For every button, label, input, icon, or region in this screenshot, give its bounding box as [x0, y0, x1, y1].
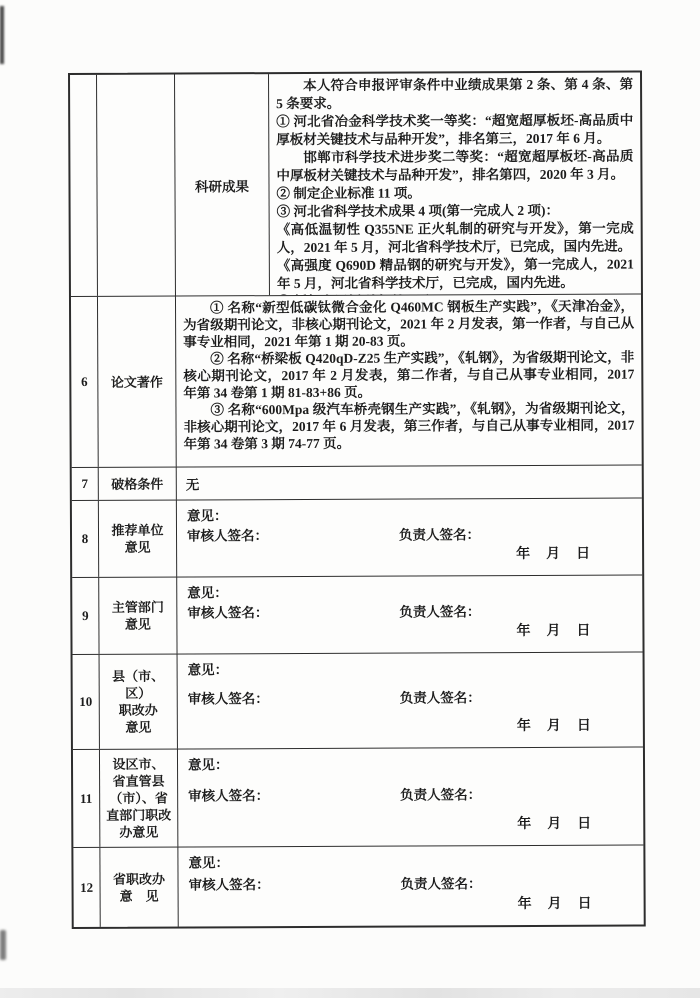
- fuzeren-label: 负责人签名：: [399, 604, 481, 620]
- month-label: 月: [546, 718, 561, 734]
- lunwen-paragraph: ③ 名称“600Mpa 级汽车桥壳钢生产实践”，《轧钢》，为省级期刊论文，非核心期刊论文，2017 年 6 月发表，第三作者，与自己从事专业相同，2017 年第 34 卷第 3 期 74-77 页。: [183, 400, 635, 452]
- row-poge-tiaojian: [72, 465, 642, 500]
- keyan-paragraph: ③ 河北省科学技术成果 4 项(第一完成人 2 项)：: [276, 202, 560, 220]
- keyan-sublabel: 科研成果: [174, 74, 269, 295]
- fuzeren-label: 负责人签名：: [400, 875, 482, 892]
- month-label: 月: [547, 896, 562, 912]
- shenheren-label: 审核人签名：: [187, 691, 269, 707]
- shenheren-label: 审核人签名：: [188, 787, 270, 803]
- row-label-cell-empty: [96, 75, 175, 296]
- year-label: 年: [517, 816, 532, 833]
- shenheren-label: 审核人签名：: [187, 605, 269, 621]
- opinion-label: 省职改办 意 见: [99, 848, 177, 927]
- date-line: [187, 543, 632, 565]
- row-number: 10: [79, 693, 93, 709]
- year-label: 年: [516, 718, 531, 735]
- poge-label: 破格条件: [98, 468, 176, 500]
- opinion-label: 推荐单位 意见: [98, 501, 176, 577]
- row-opinion-tuijian-danwei: [72, 498, 642, 577]
- lunwen-paragraph: ① 名称“新型低碳钛微合金化 Q460MC 钢板生产实践”，《天津冶金》，为省级期刊论文，非核心期刊论文，2021 年 2 月发表，第一作者，与自己从事专业相同，2021 年第 1 期 20-83 页。: [183, 298, 635, 350]
- opinion-content: [177, 845, 643, 926]
- yijian-label: 意见：: [188, 855, 229, 871]
- yijian-label: 意见：: [187, 757, 229, 773]
- keyan-paragraph: ① 河北省冶金科学技术奖一等奖：“超宽超厚板坯-高品质中厚板材关键技术与品种开发”，排名第三，2017 年 6 月。: [276, 112, 634, 148]
- day-label: 日: [576, 718, 591, 734]
- yijian-label: 意见：: [187, 662, 229, 678]
- fuzeren-label: 负责人签名：: [399, 690, 481, 706]
- scan-edge-artifact-mid: [0, 930, 6, 960]
- keyan-paragraph: 邯郸市科学技术进步奖二等奖：“超宽超厚板坯-高品质中厚板材关键技术与品种开发”，排名第四，2020 年 3 月。: [276, 148, 634, 184]
- scan-edge-artifact-top: [0, 6, 4, 64]
- row-number: 6: [81, 373, 88, 389]
- date-line: [188, 813, 633, 835]
- keyan-paragraph: 《高强度 Q690D 精品钢的研究与开发》，第一完成人，2021 年 5 月，河北省科学技术厅，已完成，国内先进。: [276, 256, 634, 292]
- date-line: [189, 893, 634, 915]
- yijian-label: 意见：: [186, 508, 228, 524]
- row-number: 9: [82, 607, 89, 623]
- row-number: 12: [80, 879, 94, 895]
- opinion-content: [176, 499, 642, 577]
- fuzeren-label: 负责人签名：: [400, 786, 482, 803]
- year-label: 年: [517, 896, 532, 913]
- poge-value: 无: [176, 466, 642, 500]
- opinion-label: 主管部门 意见: [98, 578, 176, 654]
- shenheren-label: 审核人签名：: [186, 528, 269, 544]
- keyan-paragraph: 本人符合申报评审条件中业绩成果第 2 条、第 4 条、第 5 条要求。: [276, 76, 634, 112]
- keyan-paragraph: 《高低温韧性 Q355NE 正火轧制的研究与开发》，第一完成人，2021 年 5 月，河北省科学技术厅，已完成，国内先进。: [276, 220, 634, 256]
- month-label: 月: [546, 623, 561, 639]
- opinion-label: 县（市、区） 职改办 意见: [99, 655, 177, 749]
- row-number: 7: [81, 475, 89, 491]
- day-label: 日: [576, 623, 591, 639]
- year-label: 年: [516, 546, 531, 563]
- month-label: 月: [547, 816, 562, 832]
- date-line: [188, 715, 633, 737]
- day-label: 日: [577, 896, 592, 912]
- opinion-content: [176, 575, 642, 653]
- row-opinion-xian-zhigaiban: [73, 651, 643, 748]
- row-opinion-sheng-zhigaiban: [73, 844, 643, 926]
- row-number: 11: [79, 790, 93, 806]
- year-label: 年: [516, 623, 531, 640]
- keyan-content: [268, 73, 641, 296]
- row-opinion-shequshi-zhigaiban: [73, 746, 643, 846]
- shenheren-label: 审核人签名：: [188, 876, 270, 892]
- row-opinion-zhuguan-bumen: [72, 574, 642, 653]
- day-label: 日: [576, 546, 591, 562]
- month-label: 月: [546, 546, 561, 562]
- title-evaluation-form-table: [68, 70, 646, 928]
- lunwen-content: [175, 295, 642, 467]
- date-line: [187, 620, 632, 642]
- row-number-cell-empty: [70, 75, 97, 296]
- row-lunwen-zhuzuo: [71, 294, 642, 467]
- opinion-content: [177, 747, 643, 846]
- scan-bottom-shadow: [0, 988, 700, 998]
- fuzeren-label: 负责人签名：: [398, 527, 481, 543]
- row-number: 8: [81, 530, 89, 546]
- opinion-label: 设区市、 省直管县 （市）、省 直部门职改 办意见: [99, 750, 177, 847]
- row-keyan-chengguo: [70, 73, 641, 296]
- day-label: 日: [577, 816, 592, 832]
- lunwen-label: 论文著作: [97, 297, 176, 467]
- lunwen-paragraph: ② 名称“桥梁板 Q420qD-Z25 生产实践”，《轧钢》，为省级期刊论文，非核心期刊论文，2017 年 2 月发表，第二作者，与自己从事专业相同，2017 年第 34 卷第 1 期 81-83+86 页。: [183, 349, 635, 401]
- keyan-paragraph: ② 制定企业标准 11 项。: [276, 185, 421, 202]
- yijian-label: 意见：: [187, 585, 228, 601]
- opinion-content: [177, 652, 643, 748]
